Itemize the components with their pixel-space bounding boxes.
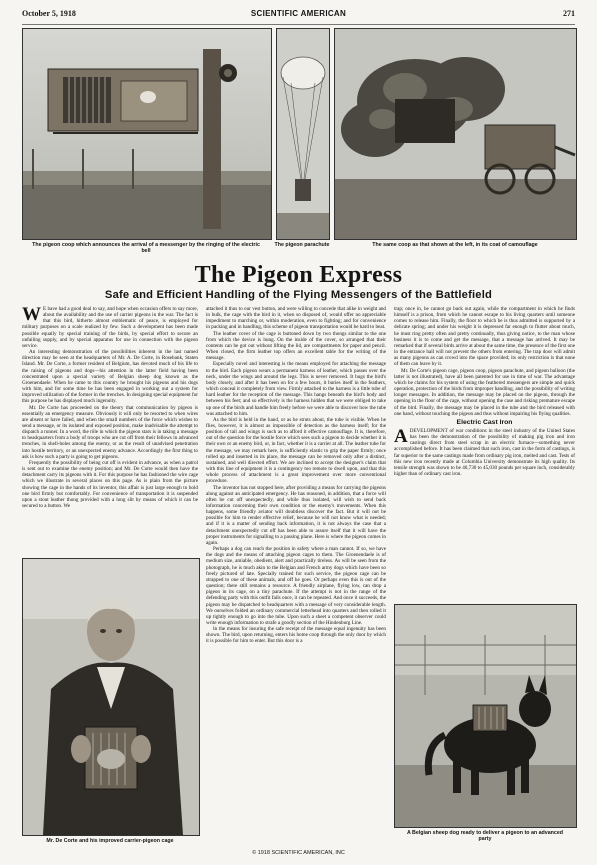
header-rule — [22, 24, 575, 25]
column-3-text — [394, 306, 575, 568]
col2-paragraph-2: The leather cover of the cage is buttoned down by two thongs similar to the one from which the device is hung. On the inside of the cover, so arranged that their contents can be got out without lifting the lid, are compartments for paper and pencil. When closed, the firm leather top offers an excellent table for the writing of the message. — [206, 330, 386, 362]
col2-paragraph-7: In the means for insuring the safe receipt of the message equal ingenuity has been shown. The bird, upon returning, enters his home coop through the only door by which it is possible for him to enter. But this door is a — [206, 626, 386, 645]
photo-pigeon-coop — [22, 28, 272, 240]
col3-paragraph-3: DEVELOPMENT of war conditions in the steel industry of the United States has been the demonstration of the possibility of making pig iron and iron castings direct from steel scrap in an electric furnace—something never accomplished before. It has been claimed that such iron, cast in the form of castings, is far superior to the same castings made from ordinary pig iron, melted and cast. Tests of this new iron recently made at Columbia University demonstrate its high quality. Its tensile strength was shown to be 40,730 to 45,030 pounds per square inch, considerably higher than of ordinary cast iron. — [394, 427, 575, 478]
photo-camouflaged-coop — [334, 28, 577, 240]
caption-de-corte: Mr. De Corte and his improved carrier-pigeon cage — [46, 838, 174, 844]
col2-paragraph-1: attached it thus to our vest button, and were willing to concede that alike in weight and in bulk, the cage with the bird in it, when so disposed of, would offer no appreciable impediment to marching or, within moderation, even to fighting; and for convenience in packing and in handling, this scheme of pigeon transportation would be hard to beat. — [206, 306, 386, 331]
column-1-text — [22, 306, 198, 554]
col2-paragraph-3: Especially novel and interesting is the means employed for attaching the message to the bird. Each pigeon wears a permanent harness of leather, which passes over the neck, under the wings and around the legs. This is never removed. It hugs the bird's body closely, and after it has been on for a few hours, it buries itself in the feathers, which conceal it completely from view. Firmly attached to the harness is a little tube of hard leather for the reception of the message. This hangs beneath the bird's body and between his feet; and so effectively is the harness hidden that we were obliged to take up one of the birds and handle him freely before we were able to discover how the tube was attached to him. — [206, 361, 386, 417]
col1-paragraph-4: Frequently the possibility of being cut off is evident in advance, as when a patrol is sent out to examine the enemy position; and Mr. De Corte would then have the detachment carry its pigeons with it. For this purpose he has fashioned the wire cage which we illustrate in several places on this page. As is plain from the picture showing the cage in the hands of its inventor, this affair is just large enough to hold one bird firmly but comfortably. For convenience of transportation it is suspended upon a stout leather thong provided with a long slit by means of which it can be secured to a button. We — [22, 459, 198, 509]
column-2-text — [206, 306, 386, 844]
page-number: 271 — [563, 9, 575, 18]
dropcap-w: W — [22, 306, 41, 325]
photo-de-corte — [22, 558, 200, 836]
running-header — [22, 9, 575, 23]
col1-paragraph-1: E have had a good deal to say, and hope when occasion offers to say more, about the availability and the use of carrier pigeons in the war. The fact is that this bird, hitherto almost emblematic of peace, is employed for military purposes on a scale realized by few. Such a development has been made possible equally by special training of the birds, by special effort to secure an unfailing supply, and by special apparatus for use in connection with the pigeon service. — [22, 306, 198, 349]
section-heading-electric-cast-iron: Electric Cast Iron — [456, 418, 513, 426]
issue-date: October 5, 1918 — [22, 9, 76, 18]
col1-paragraph-3: Mr. De Corte has proceeded on the theory that communication by pigeon is essentially an emergency measure. Obviously it will only be resorted to when wires are absent or have failed, and when the small numbers of the force which wishes to send a message, or its isolated and exposed position, make inadvisable the attempt to dispatch a runner. In a word, the rôle in which the pigeon stars is in taking a message to headquarters from a body of troops who are cut off from their fellows in advanced trenches, in shell-holes among the enemy, or as the result of unadvised penetration into hostile territory, or an unexpected enemy advance. Accordingly the first thing to ask is how such a party is going to get pigeons. — [22, 404, 198, 460]
photo-sheep-dog — [394, 604, 577, 828]
photo-pigeon-parachute — [276, 28, 330, 240]
col3-paragraph-1: trap; once in, he cannot go back out again, while the compartment in which he finds himself is a prison, from which he cannot escape to his living quarters until someone comes to release him. Finally, the floor to which he is thus admitted is supported by a delicate spring; and under his weight it is depressed far enough to flutter about much, he must ring pretty often and pretty continually, thus giving notice, to the man whose business it is to come and get the message, that a message has arrived. It may be remarked that if several birds arrive at about the same time, the presence of the first one in the entrance hall will not prevent the others from entering. The trap door will admit as many pigeons as can crowd into the space provided; its only restriction is that none of them can leave by it. — [394, 306, 575, 368]
article-subtitle: Safe and Efficient Handling of the Flying Messengers of the Battlefield — [104, 289, 493, 301]
article-title: The Pigeon Express — [194, 262, 403, 288]
col2-paragraph-6: Perhaps a dog can reach the position in safety where a man cannot. If so, we have the dogs and the means of attaching pigeon cages to them. The Groenendaele is of medium size, amiable, obedient, alert and practically tireless. As will be seen from the photograph, he is much akin to the Belgian and French army dogs which have been so freely pictured of late. Specially trained for such service, the pigeon cage can be strapped to one of these animals, and off he goes. Or perhaps even this is out of the question; there still remains a resource. A friendly airplane, flying low, can drop a pigeon in its cage, on a tiny parachute. If the attempt is not in the range of the defending party with this outfit fails once, it can be repeated. And once it succeeds, the pigeon may be dispatched to headquarters with a message of very considerable length. We ourselves folded an ordinary commercial letterhead into quarters and then rolled it up tightly enough to go into the tube. Upon such a sheet a competent observer could write enough information to strafe a goodly section of the Hindenburg Line. — [206, 546, 386, 626]
caption-pigeon-coop: The pigeon coop which announces the arrival of a messenger by the ringing of the electric bell — [32, 242, 260, 255]
caption-camouflaged-coop: The same coop as that shown at the left, in its coat of camouflage — [372, 242, 538, 248]
col1-paragraph-2: An interesting demonstration of the possibilities inherent in the last named direction may be seen at the headquarters of Mr. A. De Corte, in Rosebank, Staten Island. Mr. De Corte, a former resident of Belgium, has devoted much of his life to the raising of pigeons and dogs—his attention in the latter field having been concentrated upon a special variety of Belgian sheep dog known as the Groenendaele. When he came to this country he brought his pigeons and his dogs with him, and for some time he has been engaged in working out a system for improved utilization of the former in the trenches. In designing special equipment for this purpose he has displayed much ingenuity. — [22, 349, 198, 405]
col2-paragraph-4: As the bird is held in the hand, or as he struts about, the tube is visible. When he flies, however, it is almost as impossible of detection as the harness itself; for the position of tail and wings is such as to afford it effective camouflage. It is, therefore, out of the question for the hostile force which sees such a pigeon to decide whether it is their own or an enemy bird, or, in fact, whether it is a carrier at all. The leather tube for the message, we may remark here, is sufficiently elastic to grip the paper firmly; once rolled up and inserted in its place, the message can be removed only after a distinct, sustained, and well directed effort. We are inclined to accept the designer's claim that with this line of equipment it is a contingency too remote to dwell upon, and that this whole process of attachment is a great improvement over more conventional procedure. — [206, 416, 386, 485]
caption-sheep-dog: A Belgian sheep dog ready to deliver a pigeon to an advanced party — [406, 830, 564, 843]
journal-name: SCIENTIFIC AMERICAN — [250, 9, 347, 18]
col3-paragraph-2: Mr. De Corte's pigeon cage, pigeon coop, pigeon parachute, and pigeon balloon (the latter is not illustrated), have all been patented for use in time of war. The advantage which he claims for his system of using the feathered messengers are simple and quick operation, protection of the birds from improper handling, and the possibility of writing longer messages. In addition, the message may be placed on the pigeon, through the opening in the floor of the cage, without opening the case and risking premature escape of the bird. Finally, the message may be placed in the tube and the bird released with one hand, without touching the pigeon and thus without impairing his flying qualities. — [394, 367, 575, 417]
caption-pigeon-parachute: The pigeon parachute — [274, 242, 330, 248]
col2-paragraph-5: The inventor has not stopped here, after providing a means for carrying the pigeons along against an anticipated emergency. He has reasoned, in addition, that a force will often be cut off unexpectedly, and while thus isolated, will wish to send back information concerning their own condition or the enemy's movements. When this happens, some friendly aviator will doubtless discover the fact. But it will not be possible for him to render effective relief, because he will not know what is needed; and if it is a matter of sending back information, it is not always the case that a detachment unexpectedly cut off has been able to assure itself that it will have the proper instruments for signalling to a passing plane. Here is where the pigeon comes in again. — [206, 484, 386, 546]
dropcap-a: A — [394, 425, 408, 447]
copyright-footer: © 1918 SCIENTIFIC AMERICAN, INC — [252, 850, 345, 856]
